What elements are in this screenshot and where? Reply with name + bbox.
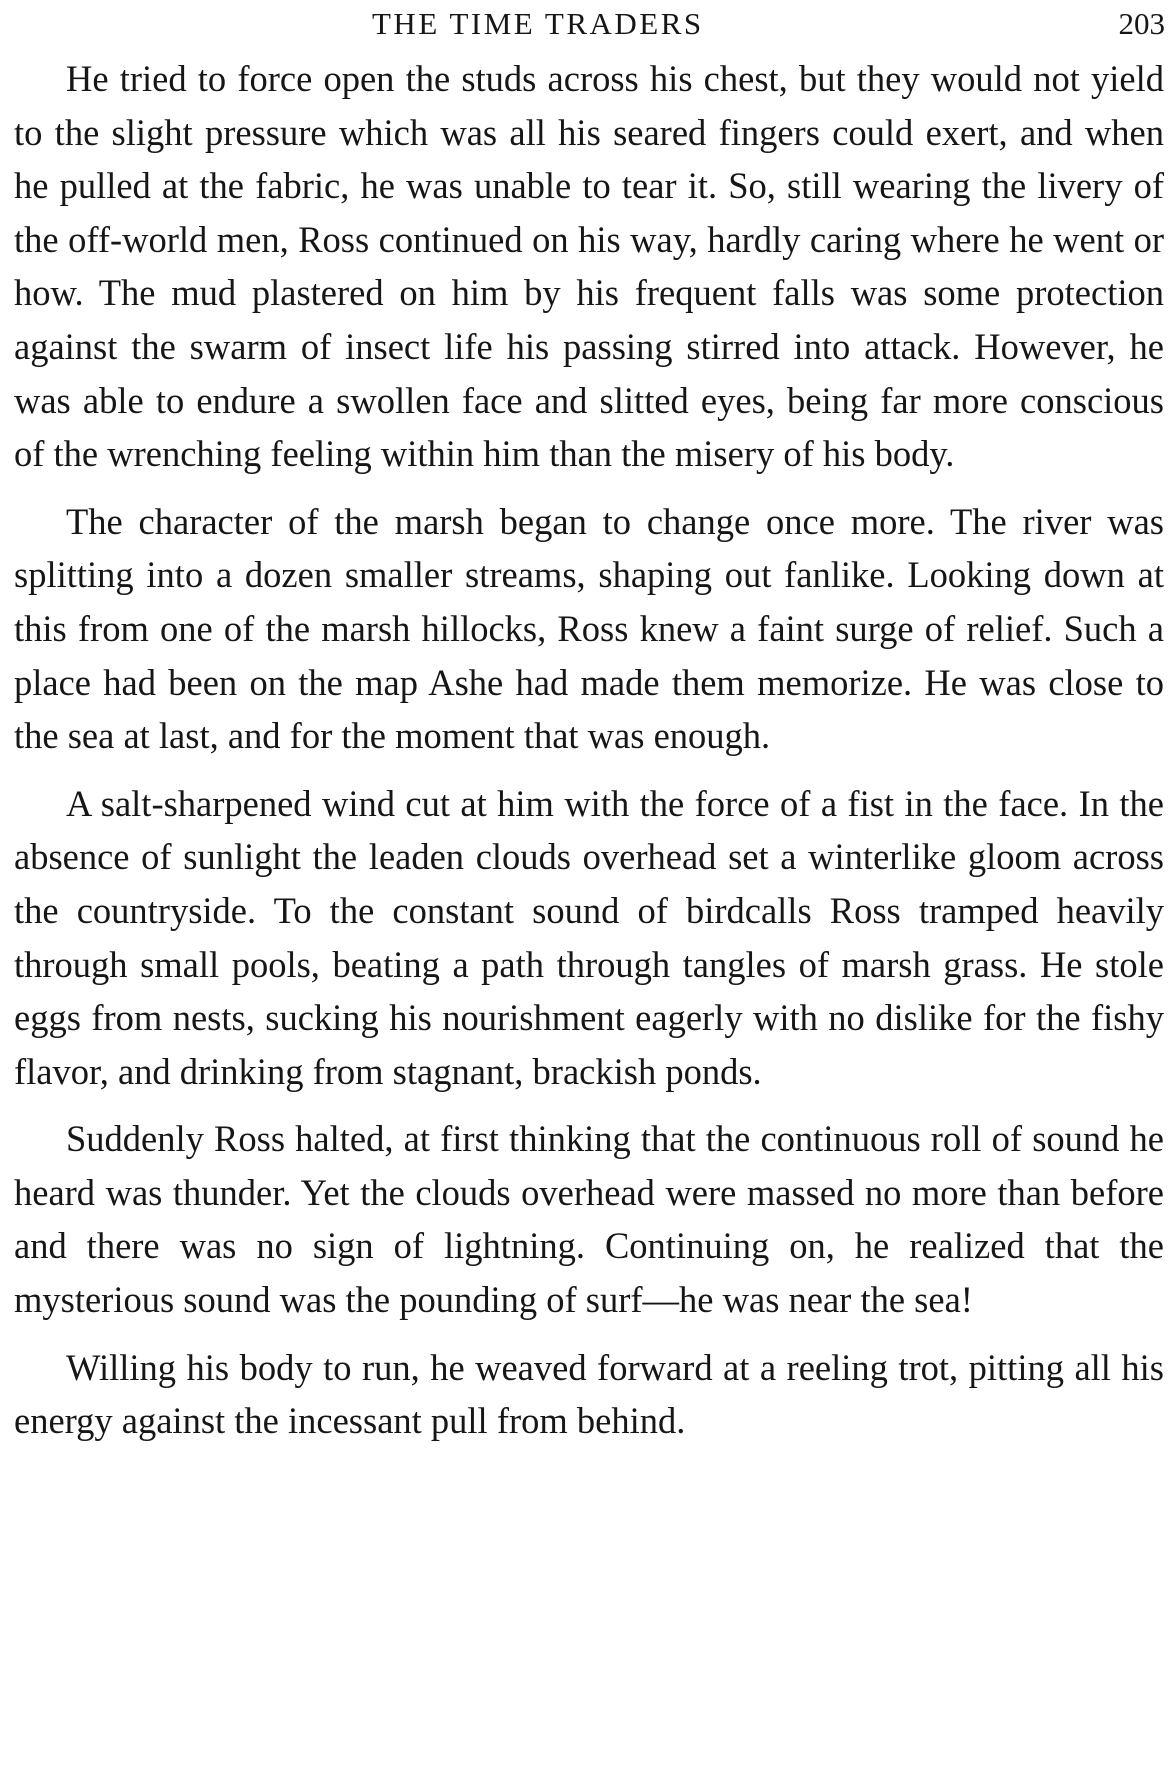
paragraph: The character of the marsh began to change once more. The river was splitting into a dozen smaller streams, shaping out fanlike. Looking down at this from one of the marsh hillocks, Ross knew a faint surge of relief. Such a place had been on the map Ashe had made them memorize. He was close to the sea at last, and for the moment that was enough. [14,500,1164,757]
paragraph: Willing his body to run, he weaved forward at a reeling trot, pitting all his energy against the incessant pull from behind. [14,1346,1164,1442]
paragraph: A salt-sharpened wind cut at him with the force of a fist in the face. In the absence of sunlight the leaden clouds overhead set a winterlike gloom across the countryside. To the constant sound of birdcalls Ross tramped heavily through small pools, beating a path through tangles of marsh grass. He stole eggs from nests, sucking his nourishment eagerly with no dislike for the fishy flavor, and drinking from stagnant, brackish ponds. [14,782,1164,1092]
running-title: THE TIME TRADERS [372,6,704,41]
page-number: 203 [1118,6,1165,41]
page-header [0,4,1171,44]
body-text [14,52,1164,1448]
paragraph: Suddenly Ross halted, at first thinking that the continuous roll of sound he heard was thunder. Yet the clouds overhead were massed no more than before and there was no sign of lightning. Continuing on, he realized that the mysterious sound was the pounding of surf—he was near the sea! [14,1118,1164,1321]
paragraph: He tried to force open the studs across his chest, but they would not yield to the slight pressure which was all his seared fingers could exert, and when he pulled at the fabric, he was unable to tear it. So, still wearing the livery of the off-world men, Ross continued on his way, hardly caring where he went or how. The mud plastered on him by his frequent falls was some protection against the swarm of insect life his passing stirred into attack. However, he was able to endure a swollen face and slitted eyes, being far more conscious of the wrenching feeling within him than the misery of his body. [14,58,1164,475]
